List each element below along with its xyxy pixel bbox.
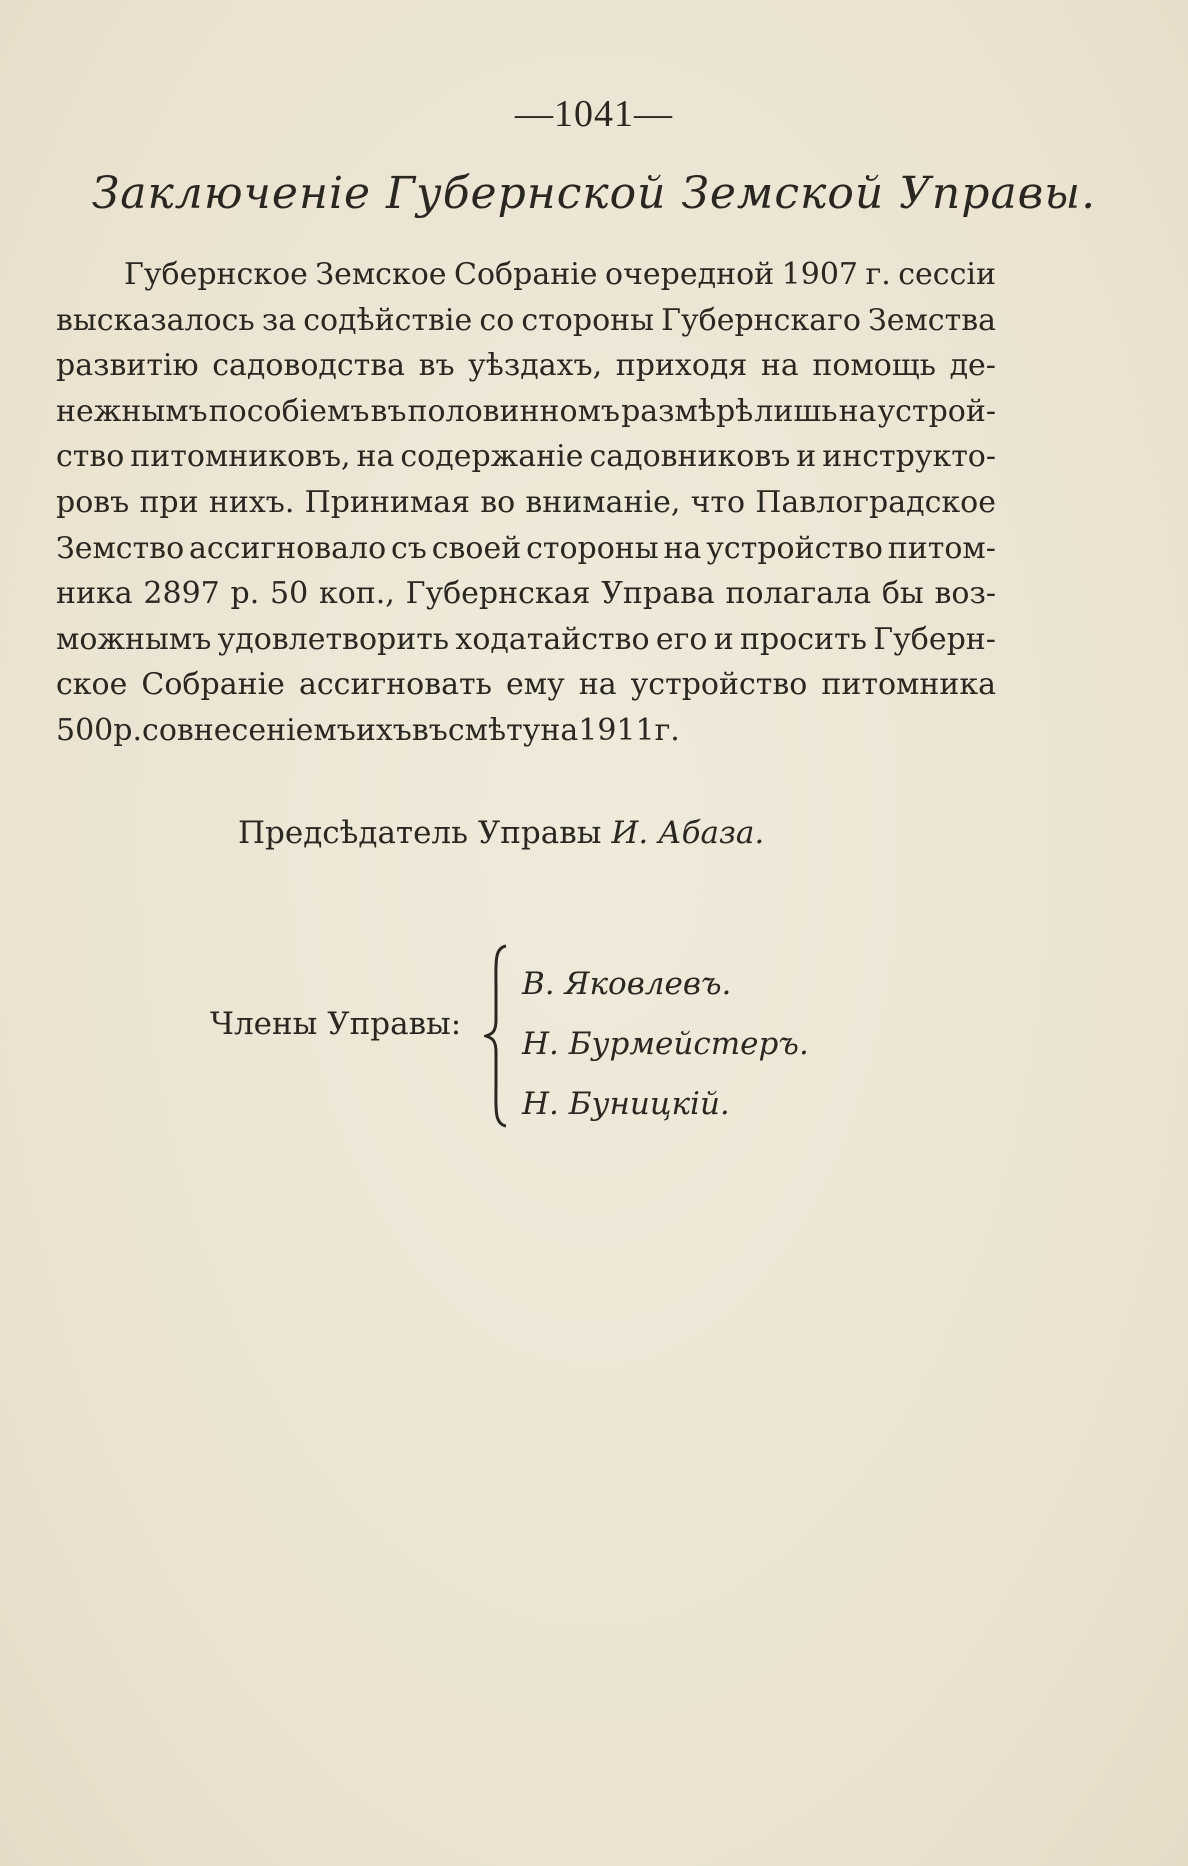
paragraph-word: Собраніе [454,257,598,292]
paragraph-word: ника [56,576,133,612]
paragraph-word: ходатайство [455,621,650,657]
paragraph-word: полагала [725,576,872,612]
paragraph-word: сессіи [898,257,996,292]
paragraph-word: при [139,484,199,520]
paragraph-word: Управа [601,576,715,612]
members-label: Члены Управы: [210,1006,462,1042]
paragraph-word: помощь [812,348,937,384]
paragraph-word: Губерн- [873,621,996,657]
paragraph-word: на [540,712,579,748]
paragraph-word: съ [390,530,427,566]
paragraph-line [56,480,996,526]
paragraph-word: на [578,667,617,703]
paragraph-word: лишь [754,393,838,429]
paragraph-word: его [655,621,708,657]
paragraph-word: 50 [270,576,309,612]
paragraph-word: г. [865,257,891,292]
paragraph-word: на [663,530,702,566]
paragraph-word: питомника [821,667,996,703]
paragraph-word: р. [113,712,143,748]
members-list [522,954,809,1134]
paragraph-word: на [356,439,395,475]
paragraph-word: удовлетворить [217,621,450,657]
paragraph-word: въ [418,348,455,384]
member-name: Н. Буницкій. [522,1086,730,1122]
paragraph-word: высказалось [56,302,255,338]
paragraph-line [56,662,996,708]
paragraph-word: де- [949,348,996,384]
member-name: Н. Бурмейстеръ. [522,1026,809,1062]
paragraph-word: ское [56,667,128,703]
paragraph-word: на [838,393,877,429]
paragraph-word: коп., [318,576,395,612]
paragraph-line [56,617,996,663]
paragraph-word: садоводства [212,348,406,384]
paragraph-word: г. [654,712,680,748]
paragraph-line [56,526,996,572]
paragraph-word: 1907 [781,257,859,292]
paragraph-word: Губернская [405,576,591,612]
paragraph-word: развитію [56,348,199,384]
paragraph-line [56,252,996,298]
paragraph-line [56,708,996,754]
paragraph-word: очередной [605,257,775,292]
paragraph-word: своей [431,530,522,566]
paragraph-word: на [760,348,799,384]
paragraph-word: въ [411,712,448,748]
paragraph-word: содержаніе [400,439,584,475]
paragraph-word: питом- [887,530,996,566]
paragraph-word: во [480,484,516,520]
paragraph-word: бы [881,576,924,612]
paragraph-line [56,389,996,435]
paragraph-word: внесеніемъ [176,712,356,748]
paragraph-word: нихъ. [208,484,295,520]
paragraph-word: Земства [868,302,996,338]
paragraph-word: что [690,484,746,520]
paragraph-word: уѣздахъ, [468,348,603,384]
paragraph-word: садовниковъ [589,439,791,475]
paragraph-word: питомниковъ, [130,439,351,475]
paragraph-word: за [261,302,297,338]
paragraph-line [56,434,996,480]
paragraph-word: вниманіе, [525,484,681,520]
paragraph-word: размѣрѣ [621,393,754,429]
paragraph-word: ровъ [56,484,130,520]
paragraph-word: 500 [56,712,114,748]
paragraph-word: воз- [934,576,996,612]
paragraph-word: Принимая [304,484,471,520]
paragraph-word: Собраніе [141,667,285,703]
chairman-signature-line [238,815,764,851]
paragraph-word: пособіемъ [208,393,370,429]
paragraph-word: со [479,302,515,338]
page-number: —1041— [515,93,673,135]
paragraph-word: смѣту [447,712,541,748]
paragraph-word: и [713,621,734,657]
paragraph-line [56,343,996,389]
paragraph-line [56,571,996,617]
paragraph-word: приходя [615,348,748,384]
paragraph-word: устрой- [877,393,996,429]
body-paragraph [56,252,996,754]
paragraph-word: Губернское [124,257,308,292]
paragraph-word: половинномъ [407,393,621,429]
paragraph-word: можнымъ [56,621,212,657]
paragraph-word: ему [505,667,565,703]
paragraph-word: 1911 [578,712,655,748]
paragraph-word: Земское [315,257,447,292]
paragraph-word: ство [56,439,125,475]
paragraph-word: ассигновало [188,530,387,566]
paragraph-word: инструкто- [822,439,996,475]
paragraph-word: Губернскаго [661,302,861,338]
paragraph-word: стороны [521,302,655,338]
chairman-signature: И. Абаза. [611,815,765,851]
chairman-title: Предсѣдатель Управы [238,815,602,851]
section-heading: Заключеніе Губернской Земской Управы. [91,168,1097,219]
paragraph-word: р. [230,576,260,612]
paragraph-word: 2897 [143,576,220,612]
paragraph-word: Земство [56,530,185,566]
paragraph-word: устройство [706,530,883,566]
paragraph-line [56,298,996,344]
paragraph-word: содѣйствіе [303,302,473,338]
member-name: В. Яковлевъ. [522,966,732,1002]
paragraph-word: ихъ [355,712,412,748]
paragraph-word: стороны [526,530,659,566]
curly-brace-icon [484,944,512,1128]
paragraph-word: Павлоградское [755,484,996,520]
paragraph-word: нежнымъ [56,393,208,429]
paragraph-word: въ [370,393,407,429]
paragraph-word: просить [739,621,867,657]
paragraph-word: устройство [630,667,808,703]
paragraph-word: ассигновать [298,667,492,703]
paragraph-word: и [796,439,817,475]
paragraph-word: со [142,712,177,748]
